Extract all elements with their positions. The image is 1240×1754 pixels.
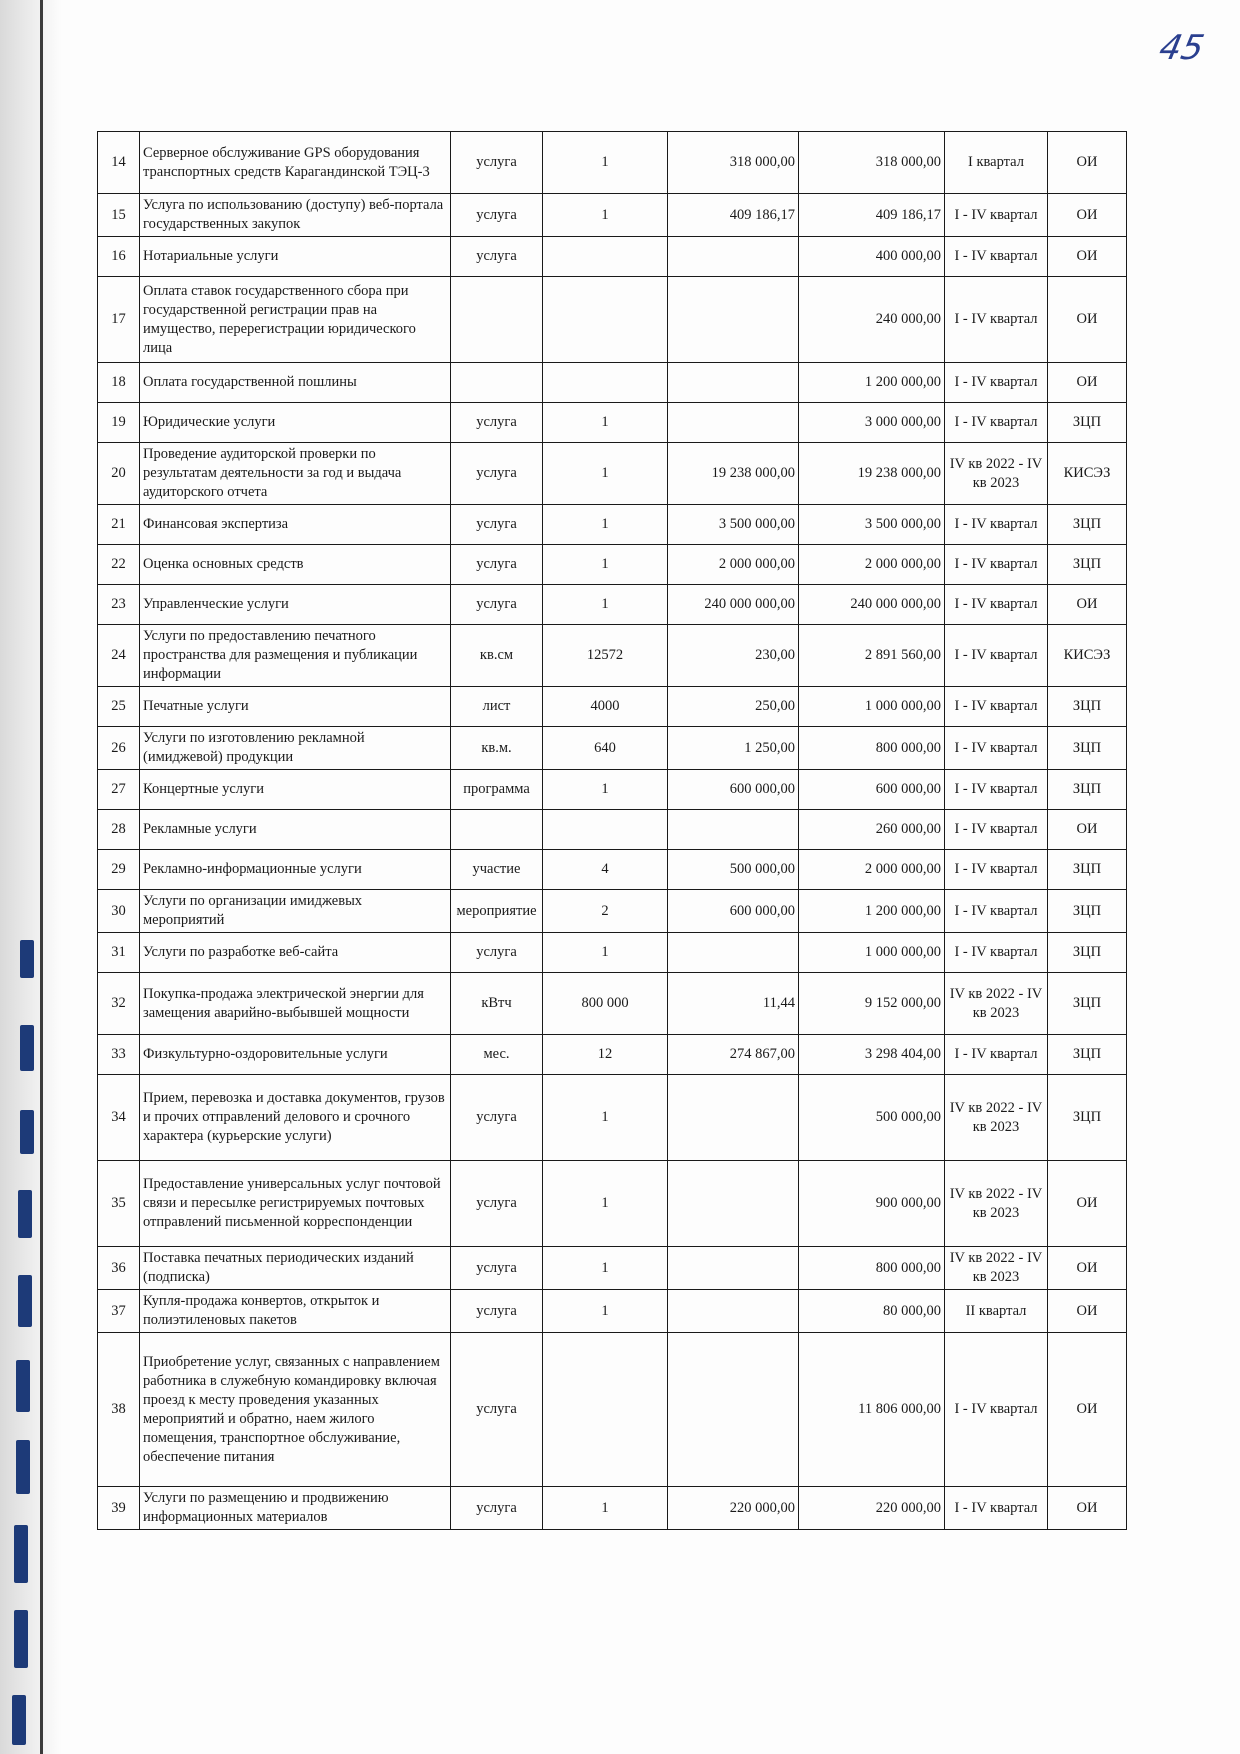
service-name: Услуги по изготовлению рекламной (имиджевой) продукции <box>140 727 451 770</box>
unit-price: 2 000 000,00 <box>668 545 799 585</box>
service-name: Прием, перевозка и доставка документов, грузов и прочих отправлений делового и срочного характера (курьерские услуги) <box>140 1075 451 1161</box>
total-amount: 1 000 000,00 <box>799 933 945 973</box>
department-code: ОИ <box>1048 1161 1127 1247</box>
service-name: Покупка-продажа электрической энергии для замещения аварийно-выбывшей мощности <box>140 973 451 1035</box>
service-name: Услуга по использованию (доступу) веб-портала государственных закупок <box>140 194 451 237</box>
quantity: 1 <box>543 1161 668 1247</box>
unit-price <box>668 1161 799 1247</box>
row-number: 35 <box>98 1161 140 1247</box>
quantity: 1 <box>543 933 668 973</box>
binding-ring <box>16 1440 30 1494</box>
table-row <box>98 727 1127 770</box>
table-row <box>98 973 1127 1035</box>
quantity: 1 <box>543 1487 668 1530</box>
quantity: 1 <box>543 403 668 443</box>
service-name: Услуги по размещению и продвижению информационных материалов <box>140 1487 451 1530</box>
total-amount: 1 000 000,00 <box>799 687 945 727</box>
total-amount: 409 186,17 <box>799 194 945 237</box>
row-number: 31 <box>98 933 140 973</box>
service-name: Юридические услуги <box>140 403 451 443</box>
department-code: ОИ <box>1048 810 1127 850</box>
service-name: Рекламные услуги <box>140 810 451 850</box>
delivery-period: I - IV квартал <box>945 727 1048 770</box>
unit-price <box>668 277 799 363</box>
department-code: КИСЭЗ <box>1048 625 1127 687</box>
unit-price <box>668 1075 799 1161</box>
department-code: ЗЦП <box>1048 1075 1127 1161</box>
department-code: ОИ <box>1048 237 1127 277</box>
unit-price: 220 000,00 <box>668 1487 799 1530</box>
table-row <box>98 1035 1127 1075</box>
total-amount: 500 000,00 <box>799 1075 945 1161</box>
service-name: Услуги по организации имиджевых мероприятий <box>140 890 451 933</box>
table-row <box>98 1333 1127 1487</box>
row-number: 34 <box>98 1075 140 1161</box>
unit-of-measure: услуга <box>451 1487 543 1530</box>
unit-of-measure: услуга <box>451 1075 543 1161</box>
unit-price: 11,44 <box>668 973 799 1035</box>
table-row <box>98 132 1127 194</box>
row-number: 38 <box>98 1333 140 1487</box>
row-number: 36 <box>98 1247 140 1290</box>
unit-of-measure: услуга <box>451 194 543 237</box>
service-name: Физкультурно-оздоровительные услуги <box>140 1035 451 1075</box>
binding-ring <box>20 940 34 978</box>
delivery-period: I - IV квартал <box>945 850 1048 890</box>
total-amount: 11 806 000,00 <box>799 1333 945 1487</box>
service-name: Оценка основных средств <box>140 545 451 585</box>
unit-price: 274 867,00 <box>668 1035 799 1075</box>
unit-price: 318 000,00 <box>668 132 799 194</box>
table-row <box>98 1161 1127 1247</box>
service-name: Печатные услуги <box>140 687 451 727</box>
quantity: 800 000 <box>543 973 668 1035</box>
unit-of-measure: услуга <box>451 585 543 625</box>
service-name: Серверное обслуживание GPS оборудования транспортных средств Карагандинской ТЭЦ-3 <box>140 132 451 194</box>
table-row <box>98 1487 1127 1530</box>
table-row <box>98 505 1127 545</box>
delivery-period: IV кв 2022 - IV кв 2023 <box>945 973 1048 1035</box>
row-number: 30 <box>98 890 140 933</box>
quantity: 12572 <box>543 625 668 687</box>
service-name: Рекламно-информационные услуги <box>140 850 451 890</box>
row-number: 29 <box>98 850 140 890</box>
delivery-period: IV кв 2022 - IV кв 2023 <box>945 1161 1048 1247</box>
department-code: ЗЦП <box>1048 687 1127 727</box>
unit-price: 1 250,00 <box>668 727 799 770</box>
delivery-period: I - IV квартал <box>945 625 1048 687</box>
unit-price: 600 000,00 <box>668 890 799 933</box>
row-number: 26 <box>98 727 140 770</box>
unit-of-measure: программа <box>451 770 543 810</box>
unit-price <box>668 363 799 403</box>
row-number: 23 <box>98 585 140 625</box>
total-amount: 240 000 000,00 <box>799 585 945 625</box>
row-number: 15 <box>98 194 140 237</box>
delivery-period: IV кв 2022 - IV кв 2023 <box>945 443 1048 505</box>
total-amount: 2 000 000,00 <box>799 545 945 585</box>
unit-price: 19 238 000,00 <box>668 443 799 505</box>
delivery-period: I - IV квартал <box>945 545 1048 585</box>
unit-of-measure: услуга <box>451 403 543 443</box>
quantity: 1 <box>543 770 668 810</box>
unit-price: 409 186,17 <box>668 194 799 237</box>
department-code: ЗЦП <box>1048 890 1127 933</box>
row-number: 20 <box>98 443 140 505</box>
department-code: ЗЦП <box>1048 545 1127 585</box>
table-row <box>98 810 1127 850</box>
service-name: Управленческие услуги <box>140 585 451 625</box>
unit-of-measure: услуга <box>451 933 543 973</box>
table-row <box>98 890 1127 933</box>
total-amount: 2 000 000,00 <box>799 850 945 890</box>
unit-of-measure: лист <box>451 687 543 727</box>
quantity: 1 <box>543 1247 668 1290</box>
total-amount: 19 238 000,00 <box>799 443 945 505</box>
unit-of-measure: услуга <box>451 505 543 545</box>
unit-of-measure: услуга <box>451 443 543 505</box>
unit-price <box>668 1290 799 1333</box>
unit-price <box>668 403 799 443</box>
row-number: 16 <box>98 237 140 277</box>
delivery-period: I - IV квартал <box>945 505 1048 545</box>
quantity: 1 <box>543 545 668 585</box>
table-row <box>98 277 1127 363</box>
total-amount: 1 200 000,00 <box>799 363 945 403</box>
department-code: ЗЦП <box>1048 850 1127 890</box>
department-code: ОИ <box>1048 1333 1127 1487</box>
table-row <box>98 363 1127 403</box>
quantity <box>543 277 668 363</box>
row-number: 27 <box>98 770 140 810</box>
delivery-period: II квартал <box>945 1290 1048 1333</box>
department-code: ЗЦП <box>1048 770 1127 810</box>
table-row <box>98 237 1127 277</box>
total-amount: 3 000 000,00 <box>799 403 945 443</box>
department-code: ЗЦП <box>1048 727 1127 770</box>
table-row <box>98 1247 1127 1290</box>
quantity: 1 <box>543 505 668 545</box>
department-code: ОИ <box>1048 363 1127 403</box>
unit-of-measure: услуга <box>451 237 543 277</box>
services-table <box>97 131 1127 1530</box>
total-amount: 220 000,00 <box>799 1487 945 1530</box>
total-amount: 400 000,00 <box>799 237 945 277</box>
binding-ring <box>14 1610 28 1668</box>
row-number: 33 <box>98 1035 140 1075</box>
department-code: ЗЦП <box>1048 505 1127 545</box>
delivery-period: I - IV квартал <box>945 585 1048 625</box>
department-code: ЗЦП <box>1048 1035 1127 1075</box>
unit-price <box>668 933 799 973</box>
department-code: ОИ <box>1048 132 1127 194</box>
binding-ring <box>20 1110 34 1154</box>
department-code: ОИ <box>1048 1247 1127 1290</box>
service-name: Нотариальные услуги <box>140 237 451 277</box>
unit-price <box>668 810 799 850</box>
delivery-period: I - IV квартал <box>945 1487 1048 1530</box>
unit-price <box>668 1333 799 1487</box>
delivery-period: I - IV квартал <box>945 890 1048 933</box>
service-name: Услуги по предоставлению печатного пространства для размещения и публикации информации <box>140 625 451 687</box>
delivery-period: IV кв 2022 - IV кв 2023 <box>945 1247 1048 1290</box>
unit-of-measure: услуга <box>451 1333 543 1487</box>
row-number: 25 <box>98 687 140 727</box>
service-name: Купля-продажа конвертов, открыток и полиэтиленовых пакетов <box>140 1290 451 1333</box>
unit-of-measure: услуга <box>451 1247 543 1290</box>
table-row <box>98 545 1127 585</box>
quantity <box>543 237 668 277</box>
service-name: Концертные услуги <box>140 770 451 810</box>
service-name: Услуги по разработке веб-сайта <box>140 933 451 973</box>
quantity: 1 <box>543 1075 668 1161</box>
department-code: КИСЭЗ <box>1048 443 1127 505</box>
binding-ring <box>18 1190 32 1238</box>
total-amount: 260 000,00 <box>799 810 945 850</box>
total-amount: 3 298 404,00 <box>799 1035 945 1075</box>
quantity: 1 <box>543 443 668 505</box>
unit-of-measure <box>451 277 543 363</box>
quantity <box>543 810 668 850</box>
row-number: 21 <box>98 505 140 545</box>
quantity <box>543 1333 668 1487</box>
unit-of-measure <box>451 363 543 403</box>
row-number: 17 <box>98 277 140 363</box>
delivery-period: I квартал <box>945 132 1048 194</box>
total-amount: 80 000,00 <box>799 1290 945 1333</box>
department-code: ОИ <box>1048 585 1127 625</box>
row-number: 22 <box>98 545 140 585</box>
table-row <box>98 933 1127 973</box>
delivery-period: I - IV квартал <box>945 403 1048 443</box>
delivery-period: I - IV квартал <box>945 1333 1048 1487</box>
table-row <box>98 585 1127 625</box>
row-number: 18 <box>98 363 140 403</box>
department-code: ОИ <box>1048 1290 1127 1333</box>
row-number: 39 <box>98 1487 140 1530</box>
service-name: Приобретение услуг, связанных с направлением работника в служебную командировку включая проезд к месту проведения указанных мероприятий и обратно, наем жилого помещения, транспортное обслуживание, обеспечение питания <box>140 1333 451 1487</box>
row-number: 37 <box>98 1290 140 1333</box>
quantity <box>543 363 668 403</box>
quantity: 12 <box>543 1035 668 1075</box>
quantity: 2 <box>543 890 668 933</box>
unit-price: 600 000,00 <box>668 770 799 810</box>
unit-of-measure: мероприятие <box>451 890 543 933</box>
total-amount: 318 000,00 <box>799 132 945 194</box>
page-number: 45 <box>1155 28 1208 68</box>
table-row <box>98 687 1127 727</box>
unit-of-measure: кв.см <box>451 625 543 687</box>
unit-price: 230,00 <box>668 625 799 687</box>
total-amount: 600 000,00 <box>799 770 945 810</box>
row-number: 32 <box>98 973 140 1035</box>
unit-price: 3 500 000,00 <box>668 505 799 545</box>
table-row <box>98 625 1127 687</box>
quantity: 1 <box>543 585 668 625</box>
quantity: 640 <box>543 727 668 770</box>
unit-price: 500 000,00 <box>668 850 799 890</box>
department-code: ЗЦП <box>1048 403 1127 443</box>
delivery-period: I - IV квартал <box>945 277 1048 363</box>
binding-ring <box>18 1275 32 1327</box>
department-code: ОИ <box>1048 194 1127 237</box>
quantity: 1 <box>543 194 668 237</box>
service-name: Оплата ставок государственного сбора при государственной регистрации прав на имущество, перерегистрации юридического лица <box>140 277 451 363</box>
unit-of-measure: услуга <box>451 132 543 194</box>
unit-price: 250,00 <box>668 687 799 727</box>
total-amount: 800 000,00 <box>799 727 945 770</box>
unit-of-measure: услуга <box>451 1161 543 1247</box>
unit-of-measure: участие <box>451 850 543 890</box>
total-amount: 2 891 560,00 <box>799 625 945 687</box>
delivery-period: I - IV квартал <box>945 363 1048 403</box>
department-code: ЗЦП <box>1048 973 1127 1035</box>
unit-of-measure: кВтч <box>451 973 543 1035</box>
department-code: ОИ <box>1048 277 1127 363</box>
delivery-period: I - IV квартал <box>945 933 1048 973</box>
quantity: 4000 <box>543 687 668 727</box>
total-amount: 3 500 000,00 <box>799 505 945 545</box>
total-amount: 240 000,00 <box>799 277 945 363</box>
total-amount: 900 000,00 <box>799 1161 945 1247</box>
quantity: 1 <box>543 1290 668 1333</box>
delivery-period: I - IV квартал <box>945 237 1048 277</box>
table-row <box>98 770 1127 810</box>
unit-price: 240 000 000,00 <box>668 585 799 625</box>
binding-edge <box>40 0 43 1754</box>
delivery-period: I - IV квартал <box>945 687 1048 727</box>
unit-of-measure: мес. <box>451 1035 543 1075</box>
row-number: 19 <box>98 403 140 443</box>
total-amount: 1 200 000,00 <box>799 890 945 933</box>
binding-ring <box>12 1695 26 1745</box>
unit-of-measure: услуга <box>451 1290 543 1333</box>
row-number: 24 <box>98 625 140 687</box>
quantity: 1 <box>543 132 668 194</box>
table-row <box>98 1290 1127 1333</box>
delivery-period: I - IV квартал <box>945 194 1048 237</box>
department-code: ОИ <box>1048 1487 1127 1530</box>
department-code: ЗЦП <box>1048 933 1127 973</box>
delivery-period: IV кв 2022 - IV кв 2023 <box>945 1075 1048 1161</box>
service-name: Проведение аудиторской проверки по результатам деятельности за год и выдача аудиторского отчета <box>140 443 451 505</box>
delivery-period: I - IV квартал <box>945 770 1048 810</box>
table-row <box>98 1075 1127 1161</box>
unit-of-measure: услуга <box>451 545 543 585</box>
row-number: 14 <box>98 132 140 194</box>
service-name: Финансовая экспертиза <box>140 505 451 545</box>
table-row <box>98 194 1127 237</box>
unit-price <box>668 237 799 277</box>
quantity: 4 <box>543 850 668 890</box>
table-row <box>98 443 1127 505</box>
binding-ring <box>14 1525 28 1583</box>
delivery-period: I - IV квартал <box>945 1035 1048 1075</box>
service-name: Оплата государственной пошлины <box>140 363 451 403</box>
binding-strip <box>0 0 62 1754</box>
service-name: Поставка печатных периодических изданий (подписка) <box>140 1247 451 1290</box>
unit-of-measure <box>451 810 543 850</box>
total-amount: 800 000,00 <box>799 1247 945 1290</box>
binding-ring <box>20 1025 34 1071</box>
total-amount: 9 152 000,00 <box>799 973 945 1035</box>
delivery-period: I - IV квартал <box>945 810 1048 850</box>
unit-price <box>668 1247 799 1290</box>
binding-ring <box>16 1360 30 1412</box>
service-name: Предоставление универсальных услуг почтовой связи и пересылке регистрируемых почтовых отправлений письменной корреспонденции <box>140 1161 451 1247</box>
row-number: 28 <box>98 810 140 850</box>
unit-of-measure: кв.м. <box>451 727 543 770</box>
table-row <box>98 850 1127 890</box>
table-row <box>98 403 1127 443</box>
